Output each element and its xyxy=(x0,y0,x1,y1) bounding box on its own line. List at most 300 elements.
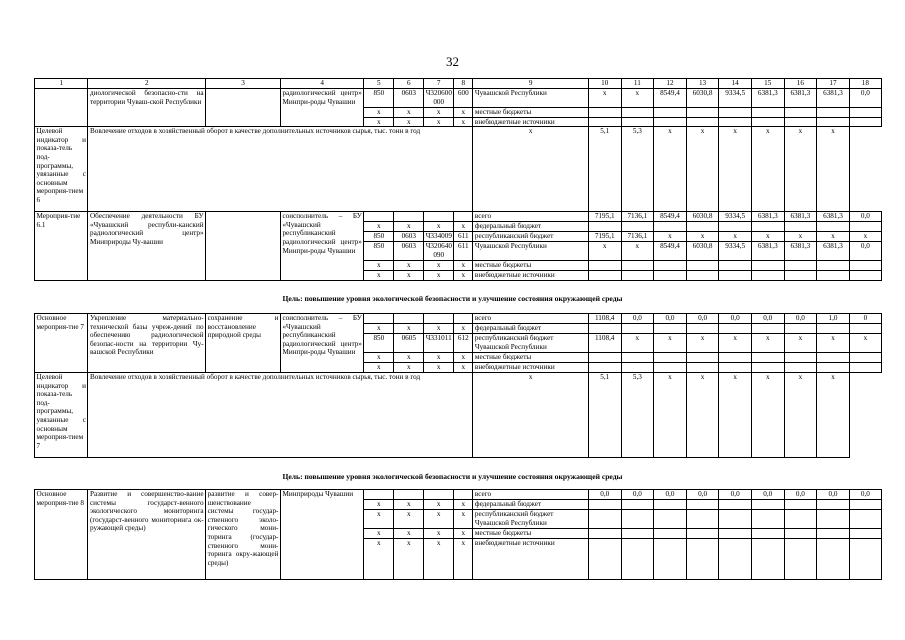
value-cell xyxy=(817,271,850,281)
value-cell xyxy=(654,500,687,510)
value-cell: x xyxy=(588,89,621,108)
value-cell: 0,0 xyxy=(654,314,687,324)
measure8-description: Развитие и совершенство-вание системы государст-венного экологического мониторинга (государст-венного мониторинга ок-ружающей среды) xyxy=(88,490,206,580)
value-cell xyxy=(751,117,784,127)
value-cell: x xyxy=(364,363,394,373)
value-cell xyxy=(621,261,654,271)
value-cell xyxy=(784,108,817,118)
value-cell xyxy=(364,314,394,324)
continuation-row xyxy=(35,89,882,108)
value-cell: x xyxy=(394,261,424,271)
value-cell: x xyxy=(686,232,719,242)
column-number: 3 xyxy=(206,79,281,89)
value-cell xyxy=(654,529,687,539)
indicator6-label: Целевой индикатор и показа-тель под-программы, увязанные с основным мероприя-тием 6 xyxy=(35,127,88,212)
value-cell: 6381,3 xyxy=(817,89,850,108)
value-cell xyxy=(588,222,621,232)
continuation-executor: радиологический центр» Минпри-роды Чувашии xyxy=(280,89,363,127)
value-cell xyxy=(817,363,850,373)
value-cell xyxy=(817,353,850,363)
value-cell: 611 xyxy=(454,242,473,261)
value-cell xyxy=(719,271,752,281)
value-cell: 0,0 xyxy=(784,314,817,324)
value-cell: 6381,3 xyxy=(751,212,784,222)
value-cell: x xyxy=(719,232,752,242)
value-cell xyxy=(784,529,817,539)
value-cell: 0,0 xyxy=(588,490,621,500)
value-cell: x xyxy=(454,500,473,510)
indicator-value: x xyxy=(751,127,784,212)
funding-source: местные бюджеты xyxy=(473,529,589,539)
value-cell xyxy=(588,117,621,127)
value-cell xyxy=(751,261,784,271)
value-cell: 6381,3 xyxy=(784,212,817,222)
value-cell: x xyxy=(454,510,473,529)
value-cell xyxy=(719,510,752,529)
value-cell xyxy=(719,261,752,271)
value-cell xyxy=(751,353,784,363)
value-cell: x xyxy=(454,363,473,373)
value-cell xyxy=(784,363,817,373)
value-cell xyxy=(654,363,687,373)
value-cell xyxy=(424,212,454,222)
value-cell: 1108,4 xyxy=(588,334,621,353)
value-cell: 6381,3 xyxy=(817,242,850,261)
value-cell: x xyxy=(424,539,454,580)
value-cell: 7136,1 xyxy=(621,232,654,242)
measure8-label: Основное мероприя-тие 8 xyxy=(35,490,88,580)
indicator-value: x xyxy=(473,127,589,212)
indicator-value: x xyxy=(751,373,784,458)
value-cell xyxy=(686,117,719,127)
goal-heading-2: Цель: повышение уровня экологической безопасности и улучшение состояния окружающей среды xyxy=(282,472,623,481)
value-cell xyxy=(654,108,687,118)
funding-source: всего xyxy=(473,212,589,222)
value-cell xyxy=(719,500,752,510)
measure61-task xyxy=(206,212,281,281)
value-cell xyxy=(849,529,881,539)
value-cell xyxy=(784,539,817,580)
value-cell xyxy=(424,490,454,500)
value-cell: x xyxy=(621,89,654,108)
value-cell: x xyxy=(394,529,424,539)
funding-source: внебюджетные источники xyxy=(473,117,589,127)
continuation-description: диологической безопасно-сти на территории Чуваш-ской Республики xyxy=(88,89,206,127)
value-cell xyxy=(751,510,784,529)
value-cell xyxy=(817,117,850,127)
value-cell xyxy=(394,314,424,324)
value-cell xyxy=(686,529,719,539)
value-cell xyxy=(817,324,850,334)
value-cell: x xyxy=(784,334,817,353)
indicator-value: x xyxy=(473,373,589,458)
value-cell: Ч320600 000 xyxy=(425,89,452,106)
value-cell: 7136,1 xyxy=(621,212,654,222)
value-cell xyxy=(784,500,817,510)
value-cell: x xyxy=(394,222,424,232)
goal-heading-1: Цель: повышение уровня экологической безопасности и улучшение состояния окружающей среды xyxy=(282,294,623,303)
column-number: 11 xyxy=(621,79,654,89)
value-cell xyxy=(621,271,654,281)
value-cell xyxy=(719,222,752,232)
indicator-value: 5,3 xyxy=(621,127,654,212)
value-cell xyxy=(849,500,881,510)
value-cell: 850 xyxy=(364,232,394,242)
value-cell: 0,0 xyxy=(849,89,881,108)
value-cell: x xyxy=(364,353,394,363)
value-cell xyxy=(364,490,394,500)
value-cell xyxy=(719,353,752,363)
value-cell: x xyxy=(784,232,817,242)
column-number: 9 xyxy=(473,79,589,89)
value-cell xyxy=(784,324,817,334)
indicator-value: x xyxy=(719,373,752,458)
value-cell xyxy=(588,271,621,281)
indicator-value: x xyxy=(817,373,850,458)
value-cell xyxy=(817,500,850,510)
budget-table-bottom xyxy=(34,489,882,580)
header-row xyxy=(35,79,882,89)
value-cell: 850 xyxy=(364,242,394,261)
value-cell xyxy=(849,324,881,334)
value-cell xyxy=(719,363,752,373)
value-cell: 0,0 xyxy=(817,490,850,500)
value-cell: 0,0 xyxy=(719,490,752,500)
indicator-value: x xyxy=(784,373,817,458)
value-cell: 7195,1 xyxy=(588,212,621,222)
value-cell: x xyxy=(454,353,473,363)
value-cell: 850 xyxy=(364,89,394,108)
value-cell xyxy=(817,222,850,232)
value-cell: 6030,8 xyxy=(686,212,719,222)
value-cell: x xyxy=(654,334,687,353)
funding-source: республиканский бюджет Чувашской Республики xyxy=(473,334,589,353)
value-cell xyxy=(849,353,881,363)
value-cell: x xyxy=(394,324,424,334)
column-number: 4 xyxy=(280,79,363,89)
column-number: 10 xyxy=(588,79,621,89)
page-number: 32 xyxy=(446,54,459,69)
value-cell xyxy=(588,510,621,529)
value-cell: x xyxy=(454,539,473,580)
value-cell xyxy=(686,271,719,281)
indicator-value: x xyxy=(784,127,817,212)
value-cell: x xyxy=(424,271,454,281)
value-cell: 600 xyxy=(454,89,473,108)
value-cell: x xyxy=(424,108,454,118)
value-cell: x xyxy=(364,117,394,127)
value-cell: x xyxy=(364,108,394,118)
value-cell xyxy=(654,539,687,580)
value-cell xyxy=(588,261,621,271)
value-cell: x xyxy=(424,363,454,373)
indicator6-row xyxy=(35,127,882,212)
column-number: 16 xyxy=(784,79,817,89)
indicator7-row xyxy=(35,373,882,458)
column-number: 14 xyxy=(719,79,752,89)
value-cell: x xyxy=(424,500,454,510)
value-cell: x xyxy=(424,117,454,127)
value-cell: 6030,8 xyxy=(686,242,719,261)
value-cell xyxy=(654,222,687,232)
value-cell xyxy=(424,314,454,324)
value-cell: 0,0 xyxy=(686,490,719,500)
value-cell: x xyxy=(454,222,473,232)
value-cell xyxy=(621,363,654,373)
value-cell: x xyxy=(394,117,424,127)
value-cell xyxy=(849,539,881,580)
value-cell xyxy=(686,539,719,580)
value-cell: x xyxy=(424,353,454,363)
measure7-label: Основное мероприя-тие 7 xyxy=(35,314,88,373)
value-cell: x xyxy=(751,232,784,242)
value-cell: 8549,4 xyxy=(654,212,687,222)
value-cell xyxy=(621,510,654,529)
value-cell xyxy=(686,500,719,510)
measure8-task: развитие и совер-шенствование системы государ-ственного эколо-гического мони-торинга (государ-ственного мони-торинга окру-жающей среды) xyxy=(206,490,281,580)
funding-source: федеральный бюджет xyxy=(473,500,589,510)
value-cell xyxy=(817,510,850,529)
value-cell xyxy=(621,222,654,232)
value-cell: x xyxy=(364,261,394,271)
indicator-value: x xyxy=(719,127,752,212)
column-number: 18 xyxy=(849,79,881,89)
measure8-executor: Минприроды Чувашии xyxy=(280,490,363,580)
column-number: 1 xyxy=(35,79,88,89)
value-cell xyxy=(621,529,654,539)
funding-source: всего xyxy=(473,314,589,324)
column-number: 7 xyxy=(424,79,454,89)
value-cell xyxy=(784,222,817,232)
value-cell: x xyxy=(454,117,473,127)
value-cell: 8549,4 xyxy=(654,89,687,108)
value-cell: 0603 xyxy=(394,232,424,242)
value-cell: 0603 xyxy=(394,89,424,108)
value-cell: 0 xyxy=(849,314,881,324)
column-number: 6 xyxy=(394,79,424,89)
column-number: 12 xyxy=(654,79,687,89)
value-cell xyxy=(654,271,687,281)
value-cell: 0,0 xyxy=(719,314,752,324)
column-number: 8 xyxy=(454,79,473,89)
value-cell xyxy=(751,539,784,580)
value-cell xyxy=(817,108,850,118)
value-cell: 611 xyxy=(454,232,473,242)
value-cell xyxy=(719,117,752,127)
value-cell: x xyxy=(394,271,424,281)
value-cell xyxy=(454,490,473,500)
budget-table-top xyxy=(34,78,882,281)
funding-source: Чувашской Республики xyxy=(473,242,589,261)
value-cell xyxy=(751,500,784,510)
value-cell xyxy=(686,324,719,334)
empty-cell xyxy=(35,89,88,127)
measure61-executor: соисполнитель – БУ «Чувашский республиканский радиологический центр» Минпри-роды Чувашии xyxy=(280,212,363,281)
value-cell: x xyxy=(394,363,424,373)
value-cell: 6030,8 xyxy=(686,89,719,108)
value-cell xyxy=(654,510,687,529)
value-cell xyxy=(686,510,719,529)
value-cell: x xyxy=(621,242,654,261)
value-cell: x xyxy=(454,108,473,118)
value-cell xyxy=(654,324,687,334)
value-cell: x xyxy=(364,271,394,281)
value-cell xyxy=(588,529,621,539)
value-cell: 6381,3 xyxy=(751,242,784,261)
value-cell xyxy=(849,222,881,232)
value-cell: x xyxy=(849,334,881,353)
value-cell: x xyxy=(454,261,473,271)
value-cell xyxy=(784,353,817,363)
value-cell: x xyxy=(394,500,424,510)
value-cell: 9334,5 xyxy=(719,242,752,261)
value-cell xyxy=(588,539,621,580)
value-cell: x xyxy=(364,324,394,334)
value-cell xyxy=(394,490,424,500)
value-cell xyxy=(719,108,752,118)
value-cell xyxy=(751,529,784,539)
measure61-label: Мероприя-тие 6.1 xyxy=(35,212,88,281)
value-cell xyxy=(394,212,424,222)
value-cell xyxy=(784,117,817,127)
column-number: 17 xyxy=(817,79,850,89)
measure61-row xyxy=(35,212,882,222)
value-cell: 9334,5 xyxy=(719,212,752,222)
value-cell: x xyxy=(364,500,394,510)
indicator-value: 5,3 xyxy=(621,373,654,458)
value-cell xyxy=(751,222,784,232)
value-cell: 0,0 xyxy=(849,490,881,500)
funding-source: Чувашской Республики xyxy=(473,89,589,108)
value-cell: x xyxy=(817,232,850,242)
value-cell xyxy=(849,271,881,281)
value-cell xyxy=(686,108,719,118)
value-cell: x xyxy=(454,324,473,334)
value-cell: 6381,3 xyxy=(784,89,817,108)
value-cell: 1108,4 xyxy=(588,314,621,324)
value-cell: x xyxy=(454,271,473,281)
funding-source: республиканский бюджет Чувашской Республики xyxy=(473,510,589,529)
value-cell xyxy=(784,271,817,281)
value-cell: 0603 xyxy=(394,242,424,261)
value-cell: x xyxy=(454,529,473,539)
value-cell xyxy=(849,117,881,127)
value-cell xyxy=(849,510,881,529)
indicator-value: 5,1 xyxy=(588,373,621,458)
value-cell xyxy=(454,314,473,324)
value-cell xyxy=(686,353,719,363)
indicator-value: 5,1 xyxy=(588,127,621,212)
value-cell xyxy=(751,271,784,281)
value-cell xyxy=(654,353,687,363)
column-number: 15 xyxy=(751,79,784,89)
column-number: 13 xyxy=(686,79,719,89)
value-cell xyxy=(849,108,881,118)
value-cell xyxy=(588,324,621,334)
value-cell: 6381,3 xyxy=(784,242,817,261)
value-cell: x xyxy=(817,334,850,353)
value-cell xyxy=(719,324,752,334)
value-cell xyxy=(751,324,784,334)
value-cell xyxy=(621,324,654,334)
value-cell: x xyxy=(394,353,424,363)
value-cell: Ч334009 xyxy=(425,232,452,241)
value-cell xyxy=(588,500,621,510)
value-cell: Ч320640 090 xyxy=(425,242,452,259)
value-cell xyxy=(817,261,850,271)
value-cell xyxy=(817,529,850,539)
value-cell: 0,0 xyxy=(849,212,881,222)
funding-source: внебюджетные источники xyxy=(473,363,589,373)
value-cell: x xyxy=(719,334,752,353)
value-cell: x xyxy=(424,261,454,271)
funding-source: республиканский бюджет xyxy=(473,232,589,242)
value-cell: 0,0 xyxy=(751,490,784,500)
value-cell: x xyxy=(654,232,687,242)
funding-source: федеральный бюджет xyxy=(473,324,589,334)
value-cell xyxy=(751,363,784,373)
funding-source: всего xyxy=(473,490,589,500)
value-cell xyxy=(621,539,654,580)
value-cell xyxy=(751,108,784,118)
value-cell: x xyxy=(588,242,621,261)
value-cell xyxy=(784,510,817,529)
value-cell: 8549,4 xyxy=(654,242,687,261)
indicator6-text: Вовлечение отходов в хозяйственный оборот в качестве дополнительных источников сырья, тыс. тонн в год xyxy=(88,127,473,212)
column-number: 5 xyxy=(364,79,394,89)
value-cell: x xyxy=(364,529,394,539)
value-cell xyxy=(621,117,654,127)
measure7-task: сохранение и восстановление природной среды xyxy=(206,314,281,373)
value-cell xyxy=(784,261,817,271)
value-cell: 0,0 xyxy=(686,314,719,324)
column-number: 2 xyxy=(88,79,206,89)
value-cell: x xyxy=(424,324,454,334)
indicator7-text: Вовлечение отходов в хозяйственный оборот в качестве дополнительных источников сырья, тыс. тонн в год xyxy=(88,373,473,458)
value-cell: x xyxy=(424,510,454,529)
indicator-value: x xyxy=(817,127,850,212)
value-cell: 6381,3 xyxy=(817,212,850,222)
value-cell: Ч331011 xyxy=(424,334,454,353)
empty-cell xyxy=(206,89,281,127)
value-cell: x xyxy=(394,510,424,529)
measure8-row xyxy=(35,490,882,500)
indicator-value: x xyxy=(686,373,719,458)
value-cell: 850 xyxy=(364,334,394,353)
value-cell: x xyxy=(621,334,654,353)
value-cell: x xyxy=(849,232,881,242)
value-cell: x xyxy=(751,334,784,353)
value-cell xyxy=(654,261,687,271)
value-cell xyxy=(588,353,621,363)
indicator-value: x xyxy=(654,373,687,458)
measure61-description: Обеспечение деятельности БУ «Чувашский республи-канский радиологический центр» Минприроды Чу-вашии xyxy=(88,212,206,281)
value-cell: 0,0 xyxy=(621,314,654,324)
funding-source: внебюджетные источники xyxy=(473,539,589,580)
value-cell: x xyxy=(424,529,454,539)
value-cell xyxy=(364,212,394,222)
funding-source: местные бюджеты xyxy=(473,261,589,271)
value-cell: x xyxy=(364,510,394,529)
value-cell xyxy=(817,539,850,580)
funding-source: внебюджетные источники xyxy=(473,271,589,281)
funding-source: федеральный бюджет xyxy=(473,222,589,232)
indicator7-label: Целевой индикатор и показа-тель под-программы, увязанные с основным мероприя-тием 7 xyxy=(35,373,88,458)
value-cell: 0,0 xyxy=(849,242,881,261)
value-cell xyxy=(621,108,654,118)
value-cell xyxy=(454,212,473,222)
value-cell: 1,0 xyxy=(817,314,850,324)
